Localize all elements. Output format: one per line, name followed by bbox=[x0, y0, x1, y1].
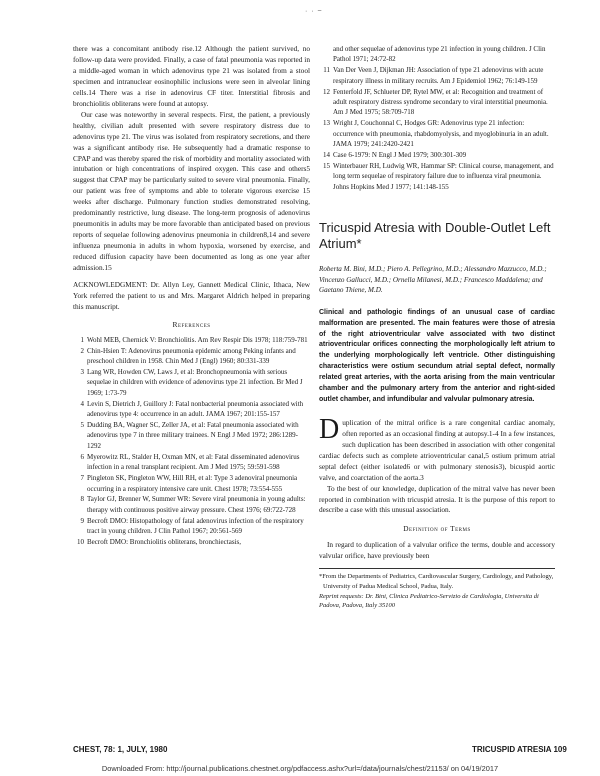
article-title: Tricuspid Atresia with Double-Outlet Left Atrium* bbox=[319, 220, 551, 252]
reference-item: 11 Van Der Veen J, Dijkman JH: Association of type 21 adenovirus with acute respiratory illness in military recruits. Am J Epidemiol 1962; 76:149-159 bbox=[323, 66, 544, 85]
author-list: Roberta M. Bini, M.D.; Piero A. Pellegrino, M.D.; Alessandro Mazzucco, M.D.; Vincenzo Gallucci, M.D.; Ornella Milanesi, M.D.; Francesco Maddalena; and Gaetano Thiene, M.D. bbox=[319, 265, 547, 295]
footnotes bbox=[319, 568, 555, 610]
references-list-right bbox=[319, 44, 555, 192]
reference-item: 8 Taylor GJ, Brenner W, Summer WR: Severe viral pneumonia in young adults: therapy with continuous positive airway pressure. Chest 1976; 69:722-728 bbox=[80, 495, 306, 514]
reference-item: 5 Dudding BA, Wagner SC, Zeller JA, et al: Fatal pneumonia associated with adenovirus type 7 in three military trainees. N Engl J Med 1972; 286:1289-1292 bbox=[80, 421, 299, 450]
drop-cap: D bbox=[319, 413, 340, 445]
left-column bbox=[73, 44, 310, 548]
reference-item: 2 Chin-Hsien T: Adenovirus pneumonia epidemic among Peking infants and preschool children in 1958. Chin Med J (Engl) 1960; 80:331-339 bbox=[80, 346, 296, 366]
reference-item: 15 Winterbauer RH, Ludwig WR, Hammar SP: Clinical course, management, and long term sequelae of respiratory failure due to influenza viral pneumonia. Johns Hopkins Med J 1977; 141:148-155 bbox=[323, 161, 554, 191]
references-list-left bbox=[73, 335, 310, 548]
reference-item: 13 Wright J, Couchonnal C, Hodges GR: Adenovirus type 21 infection: occurrence with pneumonia, rhabdomyolysis, and myoglobinuria in an adult. JAMA 1979; 241:2420-2421 bbox=[323, 119, 549, 149]
reference-item: 10 Becroft DMO: Bronchiolitis obliterans, bronchiectasis, bbox=[77, 538, 241, 547]
reference-item: 1 Wohl MEB, Chernick V: Bronchiolitis. Am Rev Respir Dis 1978; 118:759-781 bbox=[80, 335, 308, 344]
intro-paragraph-2: To the best of our knowledge, duplication of the mitral valve has never been reported in combination with tricuspid atresia. It is the purpose of this report to describe a case with this unusual association. bbox=[319, 483, 555, 515]
intro-paragraph: Duplication of the mitral orifice is a rare congenital cardiac anomaly, often reported as an occasional finding at autopsy.1-4 In a few instances, such duplication has been described in association with other congenital cardiac defects such as complete atrioventricular canal,5 ostium primum atrial septal defect (either isolated6 or with pulmonary stenosis3), bicuspid aortic valve, and coarctation of the aorta.3 bbox=[319, 413, 555, 482]
section-paragraph: In regard to duplication of a valvular orifice the terms, double and accessory valvular orifice, have previously been bbox=[319, 540, 555, 561]
scan-marks: · · ~ bbox=[305, 8, 323, 15]
reference-item: 6 Myerowitz RL, Stalder H, Oxman MN, et al: Fatal disseminated adenovirus infection in a renal transplant recipient. Am J Med 1975; 59:591-598 bbox=[80, 452, 300, 472]
reference-item: 4 Levin S, Dietrich J, Guillory J: Fatal nonbacterial pneumonia associated with adenovirus type 4: occurrence in an adult. JAMA 1967; 201:155-157 bbox=[80, 399, 304, 419]
footnote-affiliation: *From the Departments of Pediatrics, Cardiovascular Surgery, Cardiology, and Pathology, University of Padua Medical School, Padua, Italy. bbox=[319, 573, 554, 590]
references-heading: References bbox=[172, 319, 211, 329]
acknowledgment: ACKNOWLEDGMENT: Dr. Allyn Ley, Gannett Medical Clinic, Ithaca, New York referred the patient to us and Mrs. Margaret Aldrich helped in preparing this manuscript. bbox=[73, 280, 310, 311]
reference-item: 14 Case 6-1979: N Engl J Med 1979; 300:301-309 bbox=[323, 151, 467, 160]
download-line: Downloaded From: http://journal.publications.chestnet.org/pdfaccess.ashx?url=/data/journals/chest/21153/ on 04/19/2017 bbox=[101, 764, 499, 773]
section-heading: Definition of Terms bbox=[403, 524, 471, 534]
body-paragraph-2: Our case was noteworthy in several respects. First, the patient, a previously healthy, civilian adult presented with severe respiratory distress due to adenovirus type 21. The virus was isolated from respiratory secretions, and there was a significant antibody rise. He subsequently had a dramatic response to CPAP and was thereby spared the risk of morbidity and mortality associated with intubation or high concentrations of inspired oxygen. This case and others5 suggest that CPAP may be particularly suited to severe viral pneumonia. Finally, our patient was free of symptoms and able to tolerate vigorous exercise 15 weeks after discharge. Pulmonary function studies demonstrated resolving, predominantly restrictive, lung disease. The long-term prognosis of adenovirus pneumonitis in adults may be more favorable than anticipated based on previous reports of sequelae following adenovirus pneumonia in children8,14 and severe influenza pneumonia in adults in whom hypoxia, worsened by exercise, and reduced diffusion capacity have been documented as long as one year after admission.15 bbox=[73, 109, 310, 273]
reference-item: 3 Lang WR, Howden CW, Laws J, et al: Bronchopneumonia with serious sequelae in children with evidence of adenovirus type 21 infection. Br Med J 1969; 1:73-79 bbox=[80, 368, 303, 397]
reference-item: 12 Fenterfold JF, Schlueter DP, Rytel MW, et al: Recognition and treatment of adult respiratory distress syndrome secondary to viral interstitial pneumonia. Am J Med 1975; 58:709-718 bbox=[323, 87, 548, 117]
reference-item: 7 Pingleton SK, Pingleton WW, Hill RH, et al: Type 3 adenoviral pneumonia occurring in a respiratory intensive care unit. Chest 1978; 73:554-555 bbox=[80, 474, 298, 493]
abstract: Clinical and pathologic findings of an unusual case of cardiac malformation are presented. The main features were those of atresia of the right atrioventricular valve associated with two distinct atrioventricular orifices connecting the morphologically left atrium to the underlying morphologically left ventricle. Other distinguishing characteristics were ostium secundum atrial septal defect, normally related great arteries, with the aorta arising from the main ventricular chamber and the pulmonary artery from the anterior and right-sided outlet chamber, and infundibular and valvular pulmonary atresia. bbox=[319, 308, 555, 403]
body-paragraph-1: there was a concomitant antibody rise.12 Although the patient survived, no follow-up data were provided. Finally, a case of fatal pneumonia was reported in a middle-aged woman in which adenovirus type 21 was isolated from a stool specimen and intranuclear eosinophilic inclusions were seen in alveolar lining cells.14 There was a rise in adenovirus CF titer. Interstitial fibrosis and bronchiolitis obliterans were found at autopsy. bbox=[73, 44, 310, 108]
reference-item: and other sequelae of adenovirus type 21 infection in young children. J Clin Pathol 1971; 24:72-82 bbox=[333, 45, 546, 64]
footnote-reprint: Reprint requests: Dr. Bini, Clinica Pediatrico-Servizio de Cardiologia, Universita di Padova, Padova, Italy 35100 bbox=[319, 592, 539, 610]
footer-running-title: TRICUSPID ATRESIA 109 bbox=[472, 745, 567, 754]
footer-journal: CHEST, 78: 1, JULY, 1980 bbox=[73, 745, 168, 754]
reference-item: 9 Becroft DMO: Histopathology of fatal adenovirus infection of the respiratory tract in young children. J Clin Pathol 1967; 20:561-569 bbox=[80, 516, 304, 536]
right-column bbox=[319, 44, 555, 611]
